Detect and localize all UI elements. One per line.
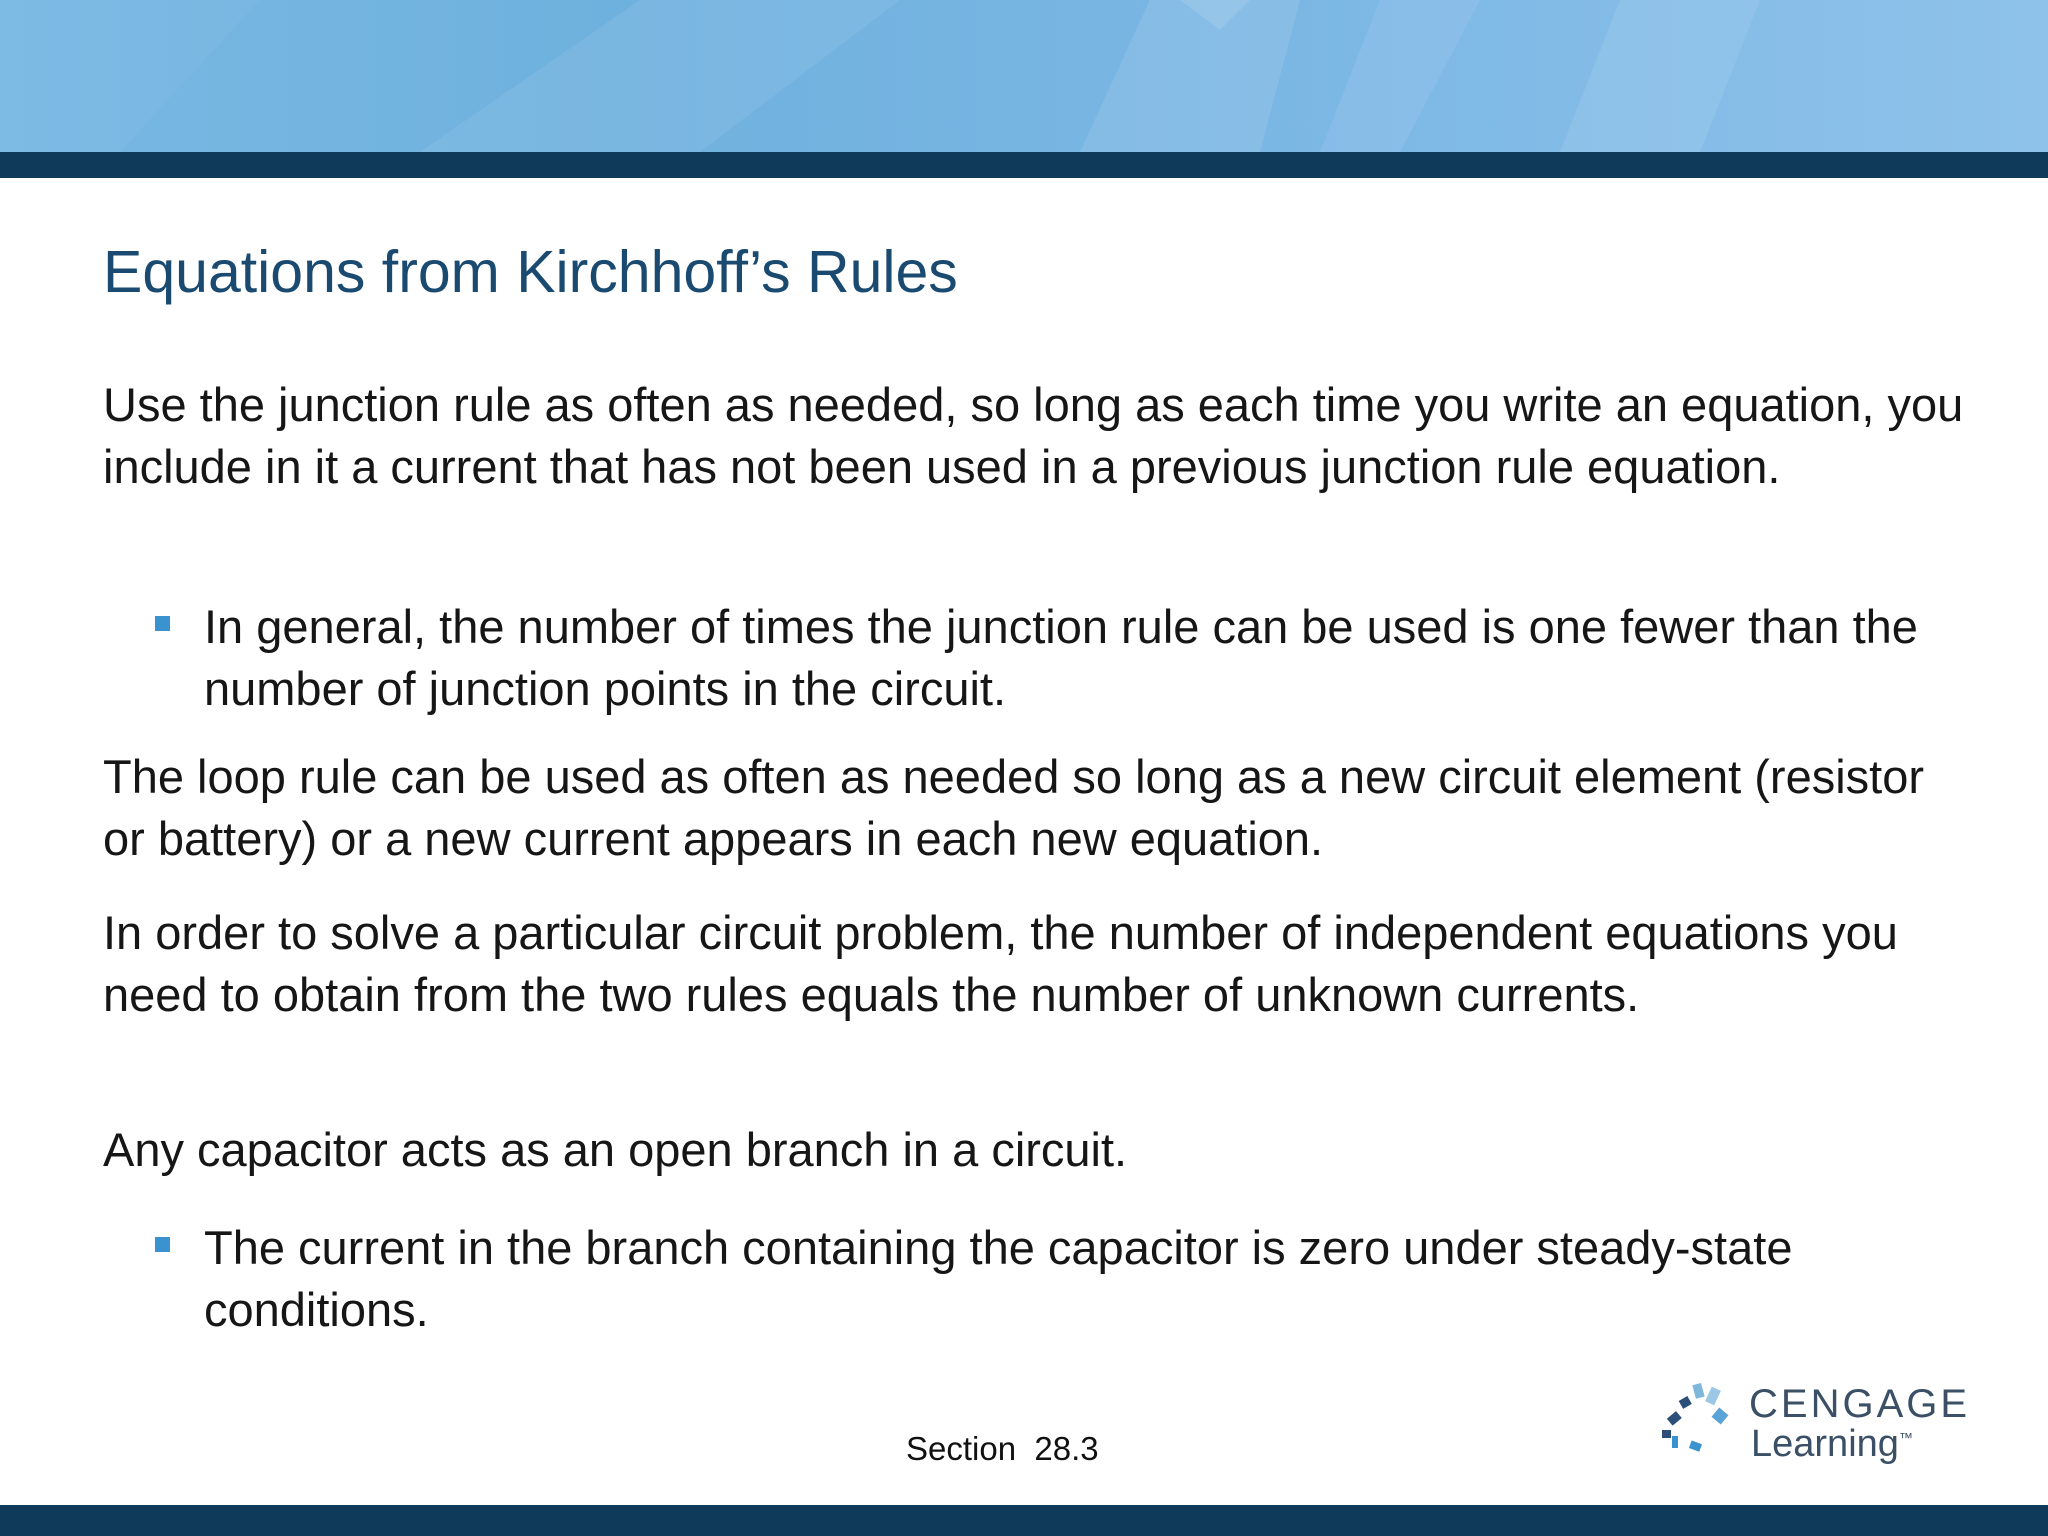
bullet-text: The current in the branch containing the capacitor is zero under steady-state conditions.: [204, 1221, 1793, 1336]
cengage-learning-logo: [1660, 1380, 1971, 1470]
logo-word-learning: Learning™: [1751, 1423, 1913, 1465]
footer-rule: [0, 1505, 2048, 1536]
bullet-square-icon: [155, 1237, 170, 1252]
header-banner: [0, 0, 2048, 152]
section-label: Section 28.3: [906, 1430, 1099, 1467]
paragraph-capacitor: Any capacitor acts as an open branch in a circuit.: [103, 1123, 1128, 1176]
bullet-text: In general, the number of times the junction rule can be used is one fewer than the number of junction points in the circuit.: [204, 600, 1918, 715]
banner-decoration: [0, 0, 2048, 152]
paragraph-junction-rule: Use the junction rule as often as needed, so long as each time you write an equation, you include in it a current that has not been used in a previous junction rule equation.: [103, 378, 1964, 493]
slide-title: Equations from Kirchhoff’s Rules: [103, 239, 958, 305]
header-rule: [0, 152, 2048, 178]
bullet-square-icon: [155, 616, 170, 631]
logo-word-cengage: CENGAGE: [1749, 1382, 1971, 1426]
paragraph-independent-equations: In order to solve a particular circuit problem, the number of independent equations you need to obtain from the two rules equals the number of unknown currents.: [103, 906, 1898, 1021]
paragraph-loop-rule: The loop rule can be used as often as needed so long as a new circuit element (resistor or battery) or a new current appears in each new equation.: [103, 750, 1924, 865]
cengage-logo-icon: [1660, 1380, 1744, 1470]
